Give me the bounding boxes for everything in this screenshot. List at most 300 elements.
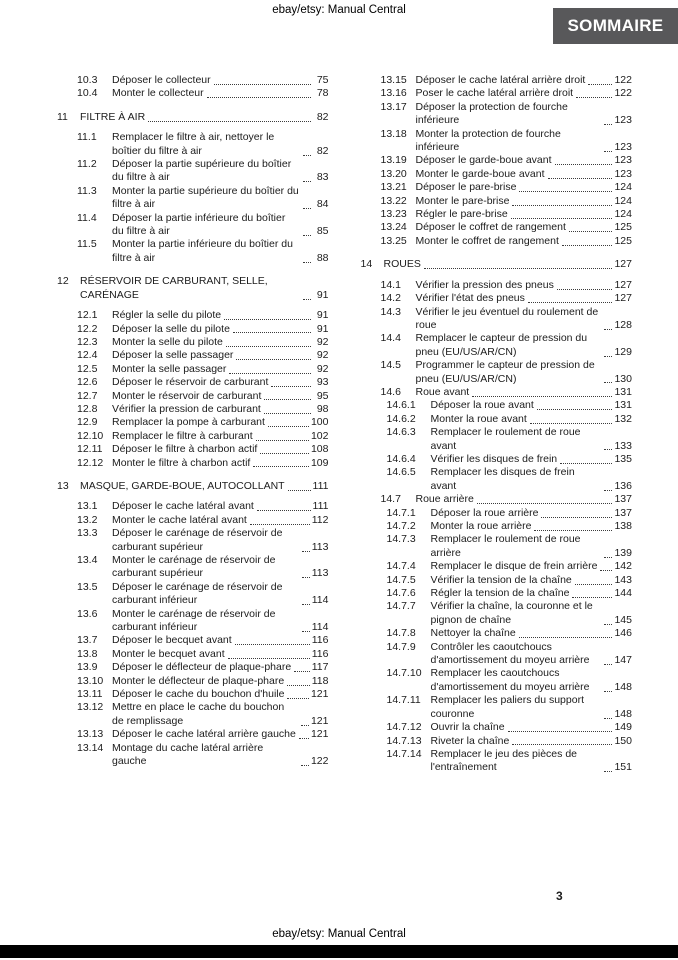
toc-entry (361, 154, 633, 167)
toc-entry-body (416, 168, 633, 181)
toc-entry-body (112, 87, 329, 100)
toc-entry-label: Monter le collecteur (112, 87, 204, 100)
toc-entry-body (112, 527, 329, 554)
toc-entry-body (112, 661, 329, 674)
toc-entry-number: 11.4 (77, 211, 97, 224)
toc-entry-body (112, 608, 329, 635)
toc-entry (57, 688, 329, 701)
toc-entry (57, 158, 329, 185)
toc-entry-number: 12.12 (77, 456, 104, 469)
toc-entry-number: 10.3 (77, 74, 98, 86)
sommaire-banner-label: SOMMAIRE (567, 16, 664, 35)
toc-entry-label: Remplacer le disque de frein arrière (430, 560, 598, 573)
toc-entry-label: Régler le pare-brise (415, 208, 508, 221)
toc-entry-number: 13.17 (380, 100, 407, 113)
toc-entry-page: 143 (614, 573, 632, 586)
toc-entry-label: RÉSERVOIR DE CARBURANT, SELLE, CARÉNAGE (80, 275, 268, 301)
toc-entry (57, 111, 329, 124)
toc-entry (361, 627, 633, 640)
toc-entry-label: Déposer le filtre à charbon actif (112, 443, 258, 456)
toc-entry-page: 102 (310, 429, 329, 442)
toc-entry (57, 581, 329, 608)
toc-entry-number: 14.7.6 (386, 587, 416, 600)
dot-leader (224, 319, 310, 320)
dot-leader (253, 466, 309, 467)
toc-entry-label: Déposer la partie inférieure du boîtier du filtre à air (112, 211, 286, 238)
toc-entry (57, 514, 329, 527)
dot-leader (604, 329, 612, 330)
toc-entry (361, 533, 633, 560)
toc-entry-number: 14.7.3 (386, 533, 416, 546)
dot-leader (264, 413, 311, 414)
dot-leader (301, 725, 309, 726)
toc-entry (57, 275, 329, 302)
toc-entry-body (416, 292, 633, 305)
toc-entry-number: 14.6.4 (386, 452, 416, 465)
toc-entry (361, 235, 633, 248)
toc-entry-page: 133 (614, 439, 632, 452)
dot-leader (541, 517, 612, 518)
toc-entry-label: Régler la selle du pilote (112, 309, 222, 322)
toc-entry-page: 129 (614, 345, 632, 358)
toc-entry-number: 13.23 (380, 208, 407, 221)
dot-leader (299, 738, 309, 739)
toc-entry-label: Monter le cache latéral avant (112, 513, 247, 526)
toc-entry-page: 92 (316, 335, 329, 348)
toc-entry-page: 145 (614, 613, 632, 626)
toc-entry-number: 13.16 (380, 87, 407, 100)
toc-entry-page: 124 (614, 208, 632, 221)
dot-leader (604, 356, 612, 357)
toc-entry-page: 122 (310, 755, 329, 768)
toc-entry-body (80, 480, 329, 493)
toc-entry (361, 181, 633, 194)
dot-leader (555, 164, 613, 165)
toc-entry-number: 14.7.7 (386, 600, 416, 613)
toc-entry-number: 14.6.3 (386, 426, 416, 439)
toc-entry (57, 634, 329, 647)
dot-leader (264, 399, 310, 400)
toc-entry-number: 11.5 (77, 238, 97, 251)
toc-entry (57, 675, 329, 688)
toc-entry-body (416, 154, 633, 167)
toc-entry (57, 480, 329, 493)
dot-leader (303, 235, 311, 236)
toc-entry-page: 78 (316, 87, 329, 100)
toc-entry-body (112, 309, 329, 322)
toc-entry (57, 527, 329, 554)
toc-entry-number: 11 (57, 110, 68, 123)
dot-leader (519, 191, 612, 192)
toc-entry-label: Remplacer le capteur de pression du pneu (EU/US/AR/CN) (415, 332, 588, 358)
toc-entry-page: 135 (614, 452, 632, 465)
toc-entry-body (112, 185, 329, 212)
toc-entry-number: 13.4 (77, 554, 98, 566)
dot-leader (548, 178, 613, 179)
dot-leader (572, 597, 612, 598)
dot-leader (604, 664, 612, 665)
toc-entry-body (431, 507, 633, 520)
toc-entry-label: Déposer le pare-brise (415, 181, 517, 194)
toc-entry-page: 144 (614, 587, 632, 600)
toc-entry-label: Monter la protection de fourche inférieure (415, 127, 561, 154)
toc-entry-page: 124 (614, 181, 632, 194)
toc-entry-label: Monter le garde-boue avant (415, 167, 545, 180)
toc-entry-page: 137 (614, 506, 632, 519)
toc-entry-label: Montage du cache latéral arrière gauche (112, 741, 264, 768)
dot-leader (229, 373, 310, 374)
toc-entry-page: 142 (614, 560, 632, 573)
dot-leader (260, 453, 309, 454)
toc-entry-label: Déposer le coffret de rangement (415, 221, 566, 234)
toc-entry-body (112, 701, 329, 728)
toc-entry (361, 453, 633, 466)
toc-entry (361, 399, 633, 412)
toc-entry (361, 735, 633, 748)
toc-entry-page: 83 (316, 171, 329, 184)
toc-entry-number: 13.14 (77, 741, 104, 754)
dot-leader (228, 658, 310, 659)
toc-entry (361, 413, 633, 426)
toc-entry-body (112, 500, 329, 513)
toc-entry-page: 123 (614, 167, 632, 180)
toc-entry (57, 363, 329, 376)
toc-entry-page: 121 (310, 688, 329, 701)
toc-entry-page: 121 (310, 714, 329, 727)
toc-entry (57, 87, 329, 100)
toc-entry-body (112, 74, 329, 87)
toc-entry (361, 292, 633, 305)
toc-entry (361, 306, 633, 333)
toc-entry (361, 258, 633, 271)
toc-entry-page: 123 (614, 114, 632, 127)
toc-entry (57, 212, 329, 239)
toc-entry-page: 91 (316, 288, 329, 301)
toc-entry-number: 14.7.5 (386, 573, 416, 586)
dot-leader (477, 503, 613, 504)
toc-entry-body (431, 574, 633, 587)
toc-entry-number: 12.10 (77, 429, 104, 442)
toc-entry-page: 127 (614, 278, 632, 291)
toc-entry-label: Déposer le cache latéral avant (112, 500, 254, 513)
toc-entry-number: 12.11 (77, 443, 103, 456)
dot-leader (303, 181, 311, 182)
page-number: 3 (556, 889, 563, 903)
toc-entry-page: 139 (614, 546, 632, 559)
dot-leader (562, 245, 613, 246)
dot-leader (604, 691, 612, 692)
toc-entry-page: 75 (316, 74, 329, 86)
toc-entry (57, 403, 329, 416)
toc-column (57, 74, 329, 775)
toc-entry-label: Poser le cache latéral arrière droit (415, 87, 574, 100)
toc-entry-page: 109 (310, 456, 329, 469)
toc-entry-body (112, 675, 329, 688)
dot-leader (302, 551, 310, 552)
toc-entry-body (431, 748, 633, 775)
toc-entry-label: Monter la roue avant (430, 412, 527, 425)
toc-entry-label: Ouvrir la chaîne (430, 721, 505, 734)
toc-entry-number: 13.24 (380, 221, 407, 234)
dot-leader (256, 440, 309, 441)
toc-entry-number: 14.7.10 (386, 667, 422, 680)
toc-entry (57, 74, 329, 87)
toc-entry-body (384, 258, 633, 271)
toc-entry (361, 574, 633, 587)
toc-entry-page: 137 (614, 493, 632, 506)
toc-entry-number: 13.1 (77, 500, 98, 513)
dot-leader (537, 409, 613, 410)
toc-entry-number: 13.18 (380, 127, 407, 140)
toc-entry-number: 14.7.1 (386, 506, 416, 519)
toc-entry-number: 14.6.5 (386, 466, 416, 479)
toc-entry-body (416, 306, 633, 333)
toc-entry (57, 131, 329, 158)
toc-entry-number: 12 (57, 275, 69, 288)
toc-entry (57, 309, 329, 322)
toc-entry-label: Remplacer le filtre à air, nettoyer le boîtier du filtre à air (112, 131, 275, 157)
toc-entry-page: 147 (614, 654, 632, 667)
toc-entry-body (416, 74, 633, 87)
toc-entry-body (416, 181, 633, 194)
toc-entry-label: Monter le pare-brise (415, 194, 510, 207)
toc-entry-body (112, 336, 329, 349)
dot-leader (250, 524, 310, 525)
dot-leader (604, 624, 612, 625)
toc-entry-page: 131 (614, 399, 632, 412)
toc-entry (57, 238, 329, 265)
toc-entry-page: 91 (316, 309, 329, 322)
toc-entry-number: 14.7.2 (386, 520, 416, 532)
toc-entry-body (112, 581, 329, 608)
toc-entry (361, 667, 633, 694)
toc-entry-page: 116 (311, 647, 329, 660)
toc-entry-body (112, 728, 329, 741)
toc-entry (361, 560, 633, 573)
toc-entry-body (416, 221, 633, 234)
dot-leader (588, 84, 612, 85)
dot-leader (569, 231, 613, 232)
dot-leader (303, 262, 311, 263)
toc-entry (57, 323, 329, 336)
toc-entry-body (431, 413, 633, 426)
toc-entry-body (416, 87, 633, 100)
toc-entry (57, 728, 329, 741)
toc-entry (57, 701, 329, 728)
toc-entry (361, 641, 633, 668)
dot-leader (301, 765, 309, 766)
toc-entry-number: 13.6 (77, 607, 98, 620)
toc-entry-page: 136 (614, 479, 632, 492)
toc-entry-label: Déposer la roue arrière (430, 506, 539, 519)
toc-entry (361, 332, 633, 359)
toc-entry-label: Déposer la roue avant (430, 399, 534, 412)
toc-entry-body (431, 520, 633, 533)
toc-entry-label: Déposer la selle du pilote (112, 322, 230, 335)
toc-entry-body (112, 403, 329, 416)
toc-entry-label: Monter le becquet avant (112, 647, 225, 660)
dot-leader (302, 631, 310, 632)
toc-entry-label: Monter la selle passager (112, 362, 227, 375)
dot-leader (604, 151, 612, 152)
toc-entry-body (112, 457, 329, 470)
toc-entry-label: Programmer le capteur de pression de pneu (EU/US/AR/CN) (415, 359, 595, 385)
toc-entry-label: Mettre en place le cache du bouchon de remplissage (112, 701, 285, 727)
toc-entry-label: Déposer le cache latéral arrière droit (415, 74, 586, 86)
toc-entry-page: 123 (614, 154, 632, 167)
toc-entry-body (431, 641, 633, 668)
toc-entry-label: Contrôler les caoutchoucs d'amortissement du moyeu arrière (430, 640, 590, 667)
toc-entry (361, 600, 633, 627)
toc-entry-body (431, 466, 633, 493)
toc-entry-label: Monter le carénage de réservoir de carburant inférieur (112, 607, 276, 634)
toc-entry (361, 279, 633, 292)
toc-entry-body (112, 648, 329, 661)
toc-entry-label: Déposer la protection de fourche inférieure (415, 100, 568, 127)
toc-entry-number: 14.7.11 (386, 694, 421, 707)
toc-entry-body (80, 111, 329, 124)
toc-entry-page: 98 (316, 402, 329, 415)
toc-entry-number: 14.4 (380, 332, 401, 345)
toc-entry-number: 14.7 (380, 493, 401, 506)
toc-entry-body (112, 158, 329, 185)
toc-entry-body (112, 349, 329, 362)
footer-bar (0, 945, 678, 958)
toc-entry-body (112, 212, 329, 239)
toc-entry-body (431, 600, 633, 627)
toc-entry (57, 336, 329, 349)
toc-entry-page: 148 (614, 707, 632, 720)
toc-entry (57, 430, 329, 443)
sommaire-banner (553, 8, 678, 44)
toc-entry-page: 118 (311, 674, 329, 687)
dot-leader (302, 577, 310, 578)
dot-leader (235, 644, 310, 645)
toc-entry-page: 91 (316, 322, 329, 335)
toc-entry-number: 13.5 (77, 580, 98, 593)
toc-entry-label: Remplacer le roulement de roue arrière (430, 533, 581, 559)
toc-entry-label: Déposer le cache du bouchon d'huile (112, 688, 285, 701)
toc-entry (57, 185, 329, 212)
toc-entry-label: Monter le filtre à charbon actif (112, 456, 251, 469)
toc-entry-number: 14.3 (380, 305, 401, 318)
toc-entry-page: 127 (614, 258, 632, 271)
toc-entry-number: 12.7 (77, 389, 98, 402)
toc-entry-body (431, 453, 633, 466)
toc-entry-label: ROUES (383, 258, 421, 271)
dot-leader (294, 671, 310, 672)
toc-entry-body (416, 332, 633, 359)
toc-entry-body (80, 275, 329, 302)
toc-entry-number: 13.10 (77, 674, 104, 687)
toc-entry (361, 101, 633, 128)
toc-entry (57, 443, 329, 456)
toc-entry-page: 111 (312, 500, 329, 513)
dot-leader (600, 570, 612, 571)
dot-leader (511, 218, 613, 219)
toc-entry-body (416, 195, 633, 208)
dot-leader (268, 426, 309, 427)
toc-entry-label: Monter la selle du pilote (112, 335, 223, 348)
toc-entry-number: 14.7.8 (386, 627, 416, 640)
toc-entry-number: 14.2 (380, 292, 401, 305)
toc-entry-page: 92 (316, 362, 329, 375)
toc-entry-label: Vérifier les disques de frein (430, 452, 558, 465)
toc-entry-number: 10.4 (77, 87, 98, 100)
dot-leader (575, 584, 613, 585)
toc-entry-body (112, 514, 329, 527)
dot-leader (604, 771, 612, 772)
toc-entry-page: 132 (614, 412, 632, 425)
toc-entry-page: 151 (614, 761, 632, 774)
toc-entry-body (416, 128, 633, 155)
toc-entry (57, 416, 329, 429)
toc-entry-page: 113 (311, 540, 329, 553)
toc-entry (361, 466, 633, 493)
toc-entry-label: Roue arrière (415, 493, 474, 506)
toc-entry-body (416, 359, 633, 386)
toc-entry-page: 84 (316, 198, 329, 211)
dot-leader (148, 121, 310, 122)
toc-entry (361, 493, 633, 506)
toc-entry (361, 520, 633, 533)
toc-entry-number: 12.9 (77, 416, 98, 429)
toc-entry-label: Vérifier la pression des pneus (415, 278, 554, 291)
toc-entry-label: Monter la roue arrière (430, 520, 532, 532)
toc-entry-number: 14.7.4 (386, 560, 416, 573)
toc-entry-label: Déposer la partie supérieure du boîtier du filtre à air (112, 158, 292, 184)
toc-entry-number: 12.5 (77, 362, 98, 375)
dot-leader (236, 359, 310, 360)
toc-entry-page: 108 (310, 443, 329, 456)
toc-entry-page: 88 (316, 251, 329, 264)
toc-entry-page: 100 (310, 416, 329, 429)
dot-leader (424, 268, 613, 269)
toc-entry-page: 149 (614, 721, 632, 734)
toc-entry (57, 390, 329, 403)
toc-entry-page: 111 (312, 479, 329, 492)
dot-leader (257, 510, 311, 511)
toc-entry-page: 128 (614, 318, 632, 331)
toc-entry-body (416, 279, 633, 292)
toc-entry-body (112, 443, 329, 456)
toc-entry (361, 87, 633, 100)
toc-entry (57, 742, 329, 769)
toc-entry-label: Monter le coffret de rangement (415, 234, 559, 247)
toc-entry-body (112, 554, 329, 581)
toc-entry-label: Remplacer la pompe à carburant (112, 416, 265, 429)
toc-entry (57, 457, 329, 470)
toc-entry-page: 82 (316, 110, 329, 123)
toc-entry-page: 138 (614, 520, 632, 532)
toc-entry-number: 13.15 (380, 74, 407, 86)
toc-entry-page: 113 (311, 567, 329, 580)
toc-entry-label: Déposer le carénage de réservoir de carburant inférieur (112, 580, 283, 607)
toc-entry-page: 121 (310, 728, 329, 741)
dot-leader (303, 299, 311, 300)
toc-entry-page: 125 (614, 221, 632, 234)
dot-leader (302, 604, 310, 605)
toc-entry-body (112, 131, 329, 158)
toc-entry-label: Régler la tension de la chaîne (430, 587, 570, 600)
toc-entry-body (431, 627, 633, 640)
toc-entry (57, 608, 329, 635)
dot-leader (604, 490, 612, 491)
toc-entry (361, 221, 633, 234)
dot-leader (604, 557, 612, 558)
toc-entry-label: FILTRE À AIR (80, 110, 146, 123)
toc-entry-body (112, 430, 329, 443)
